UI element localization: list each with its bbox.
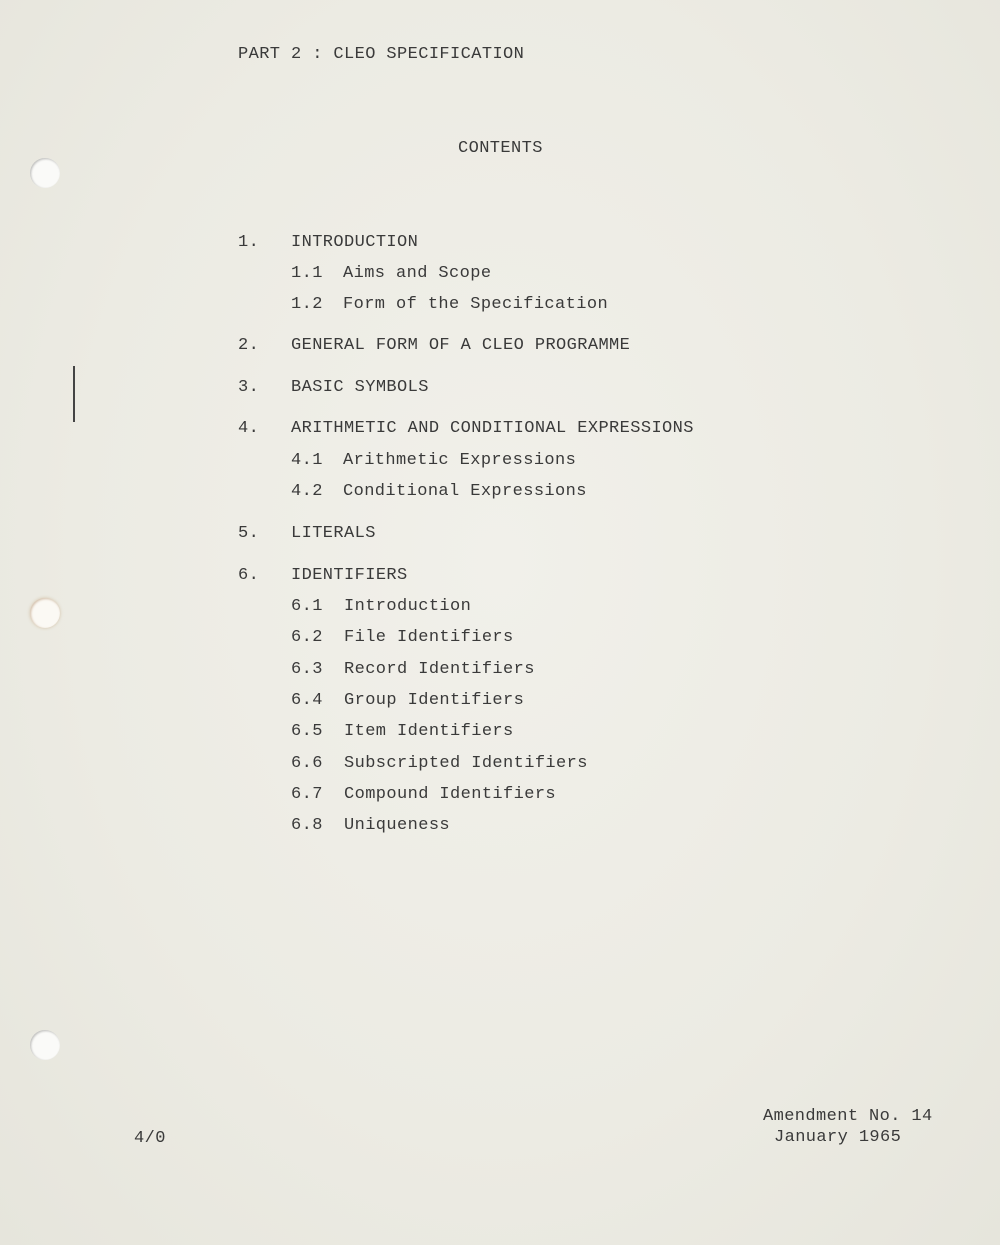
subsection-6-3-number: 6.3 [291, 660, 323, 679]
amendment-date: January 1965 [774, 1128, 902, 1147]
subsection-6-6-title: Subscripted Identifiers [344, 754, 588, 773]
subsection-6-7-title: Compound Identifiers [344, 785, 557, 804]
subsection-4-1-number: 4.1 [291, 451, 323, 470]
subsection-6-1-number: 6.1 [291, 597, 323, 616]
section-4-title: ARITHMETIC AND CONDITIONAL EXPRESSIONS [291, 419, 694, 438]
subsection-6-8-title: Uniqueness [344, 816, 451, 835]
section-3-title: BASIC SYMBOLS [291, 378, 429, 397]
subsection-6-5-title: Item Identifiers [344, 722, 514, 741]
section-6-title: IDENTIFIERS [291, 566, 408, 585]
subsection-1-2-number: 1.2 [291, 295, 323, 314]
section-5-title: LITERALS [291, 524, 376, 543]
subsection-6-2-title: File Identifiers [344, 628, 514, 647]
section-2-number: 2. [238, 336, 260, 355]
section-1-title: INTRODUCTION [291, 233, 419, 252]
subsection-1-2-title: Form of the Specification [343, 295, 609, 314]
section-3-number: 3. [238, 378, 260, 397]
subsection-6-2-number: 6.2 [291, 628, 323, 647]
punch-hole-middle [30, 598, 60, 628]
page-number: 4/0 [134, 1129, 166, 1148]
subsection-1-1-number: 1.1 [291, 264, 323, 283]
subsection-6-4-number: 6.4 [291, 691, 323, 710]
section-5-number: 5. [238, 524, 260, 543]
section-2-title: GENERAL FORM OF A CLEO PROGRAMME [291, 336, 631, 355]
subsection-4-2-number: 4.2 [291, 482, 323, 501]
subsection-6-8-number: 6.8 [291, 816, 323, 835]
subsection-6-4-title: Group Identifiers [344, 691, 525, 710]
subsection-6-1-title: Introduction [344, 597, 472, 616]
section-1-number: 1. [238, 233, 260, 252]
page-header: PART 2 : CLEO SPECIFICATION [238, 45, 525, 64]
subsection-4-2-title: Conditional Expressions [343, 482, 587, 501]
subsection-6-7-number: 6.7 [291, 785, 323, 804]
amendment-number: Amendment No. 14 [763, 1107, 933, 1126]
subsection-1-1-title: Aims and Scope [343, 264, 492, 283]
section-6-number: 6. [238, 566, 260, 585]
contents-title: CONTENTS [458, 139, 543, 158]
amendment-margin-bar [73, 366, 75, 422]
subsection-6-6-number: 6.6 [291, 754, 323, 773]
section-4-number: 4. [238, 419, 260, 438]
punch-hole-top [30, 158, 60, 188]
subsection-6-5-number: 6.5 [291, 722, 323, 741]
punch-hole-bottom [30, 1030, 60, 1060]
subsection-6-3-title: Record Identifiers [344, 660, 535, 679]
subsection-4-1-title: Arithmetic Expressions [343, 451, 577, 470]
